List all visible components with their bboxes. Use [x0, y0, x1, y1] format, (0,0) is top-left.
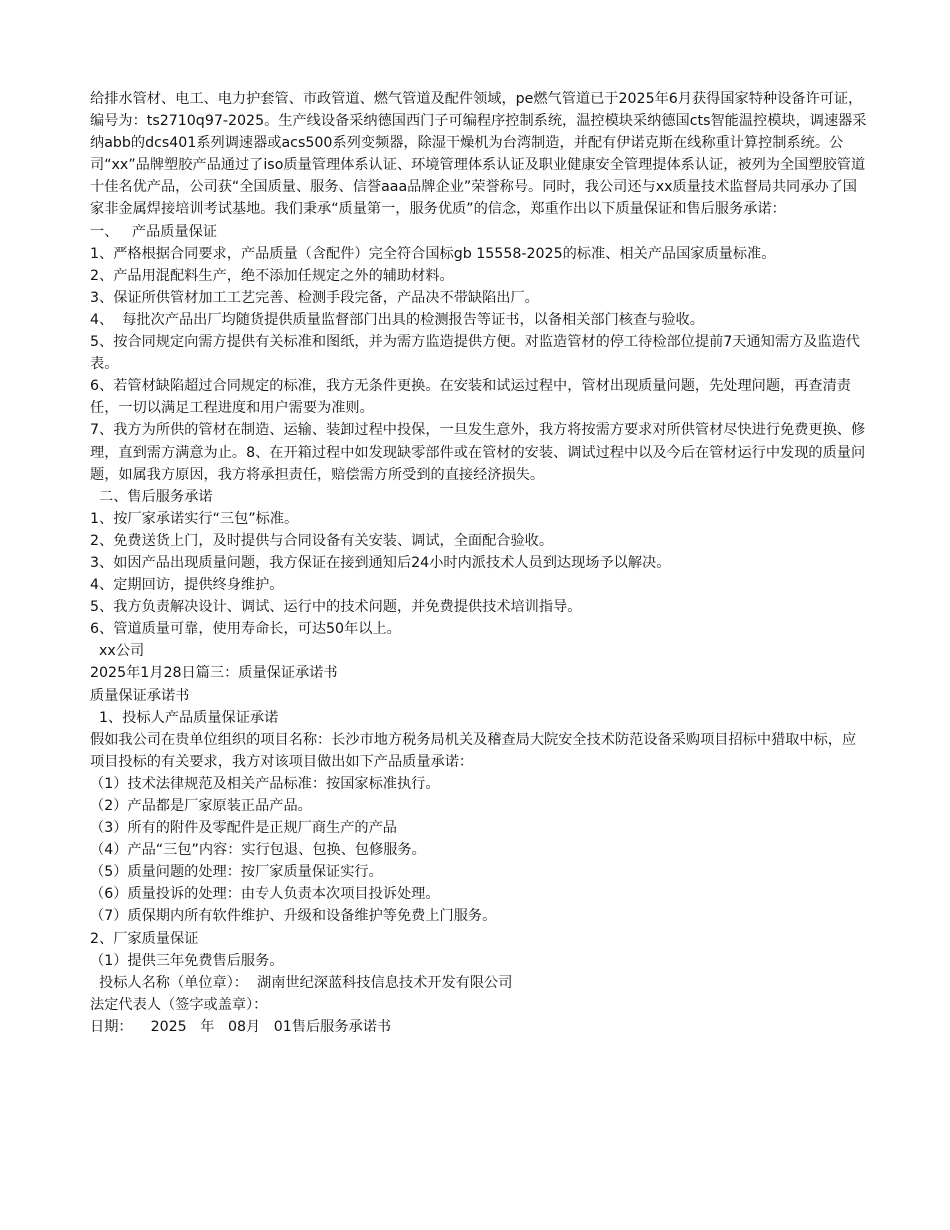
quality-item-6: 6、若管材缺陷超过合同规定的标准，我方无条件更换。在安装和试运过程中，管材出现质量问题，先处理问题，再查清责任，一切以满足工程进度和用户需要为准则。: [90, 378, 851, 417]
section-heading-quality: 一、 产品质量保证: [90, 223, 218, 240]
subheading-bidder-commitment: 1、投标人产品质量保证承诺: [90, 709, 279, 726]
service-item-1: 1、按厂家承诺实行“三包”标准。: [90, 510, 299, 527]
intro-paragraph: 给排水管材、电工、电力护套管、市政管道、燃气管道及配件领域，pe燃气管道已于2025年6月获得国家特种设备许可证，编号为：ts2710q97-2025。生产线设备采纳德国西门子可编程序控制系统，温控模块采纳德国cts智能温控模块，调速器采纳abb的dcs401系列调速器或acs500系列变频器，除湿干燥机为台湾制造，并配有伊诺克斯在线称重计算控制系统。公司“xx”品牌塑胶产品通过了iso质量管理体系认证、环境管理体系认证及职业健康安全管理提体系认证，被列为全国塑胶管道十佳名优产品，公司获“全国质量、服务、信誉aaa品牌企业”荣誉称号。同时，我公司还与xx质量技术监督局共同承办了国家非金属焊接培训考试基地。我们秉承“质量第一，服务优质”的信念，郑重作出以下质量保证和售后服务承诺：: [90, 91, 867, 218]
commitment-item-7: （7）质保期内所有软件维护、升级和设备维护等免费上门服务。: [90, 908, 497, 925]
document-body: [90, 88, 870, 1038]
commitment-item-2: （2）产品都是厂家原装正品产品。: [90, 798, 312, 814]
commitment-item-1: （1）技术法律规范及相关产品标准：按国家标准执行。: [90, 775, 440, 792]
service-item-2: 2、免费送货上门，及时提供与合同设备有关安装、调试，全面配合验收。: [90, 532, 554, 549]
quality-item-5: 5、按合同规定向需方提供有关标准和图纸，并为需方监造提供方便。对监造管材的停工待检部位提前7天通知需方及监造代表。: [90, 334, 860, 373]
quality-item-4: 4、 每批次产品出厂均随货提供质量监督部门出具的检测报告等证书，以备相关部门核查与验收。: [90, 311, 704, 328]
bidder-name-line: 投标人名称（单位章）： 湖南世纪深蓝科技信息技术开发有限公司: [90, 974, 513, 991]
date-line: 2025年1月28日篇三：质量保证承诺书: [90, 665, 338, 682]
commitment-item-3: （3）所有的附件及零配件是正规厂商生产的产品: [90, 820, 397, 837]
quality-item-2: 2、产品用混配料生产，绝不添加任规定之外的辅助材料。: [90, 267, 454, 284]
commitment-item-4: （4）产品“三包”内容：实行包退、包换、包修服务。: [90, 842, 426, 859]
quality-item-7: 7、我方为所供的管材在制造、运输、装卸过程中投保，一旦发生意外，我方将按需方要求对所供管材尽快进行免费更换、修理，直到需方满意为止。8、在开箱过程中如发现缺零部件或在管材的安装、调试过程中以及今后在管材运行中发现的质量问题，如属我方原因，我方将承担责任，赔偿需方所受到的直接经济损失。: [90, 422, 866, 483]
bid-paragraph: 假如我公司在贵单位组织的项目名称：长沙市地方税务局机关及稽查局大院安全技术防范设备采购项目招标中猎取中标，应项目投标的有关要求，我方对该项目做出如下产品质量承诺：: [90, 731, 857, 770]
quality-item-3: 3、保证所供管材加工工艺完善、检测手段完备，产品决不带缺陷出厂。: [90, 289, 539, 306]
commitment-item-5: （5）质量问题的处理：按厂家质量保证实行。: [90, 864, 383, 881]
service-item-4: 4、定期回访，提供终身维护。: [90, 577, 284, 594]
manufacturer-item-1: （1）提供三年免费售后服务。: [90, 952, 284, 969]
company-signature: xx公司: [90, 643, 145, 660]
subheading-manufacturer-guarantee: 2、厂家质量保证: [90, 930, 199, 947]
service-item-6: 6、管道质量可靠，使用寿命长，可达50年以上。: [90, 621, 401, 638]
commitment-item-6: （6）质量投诉的处理：由专人负责本次项目投诉处理。: [90, 886, 440, 903]
service-item-5: 5、我方负责解决设计、调试、运行中的技术问题，并免费提供技术培训指导。: [90, 599, 582, 616]
doc-title: 质量保证承诺书: [90, 687, 190, 704]
legal-representative-line: 法定代表人（签字或盖章）：: [90, 996, 268, 1013]
signing-date-line: 日期： 2025 年 08月 01售后服务承诺书: [90, 1018, 392, 1035]
section-heading-service: 二、售后服务承诺: [90, 488, 213, 505]
quality-item-1: 1、严格根据合同要求，产品质量（含配件）完全符合国标gb 15558-2025的标准、相关产品国家质量标准。: [90, 245, 776, 262]
service-item-3: 3、如因产品出现质量问题，我方保证在接到通知后24小时内派技术人员到达现场予以解决。: [90, 554, 671, 571]
